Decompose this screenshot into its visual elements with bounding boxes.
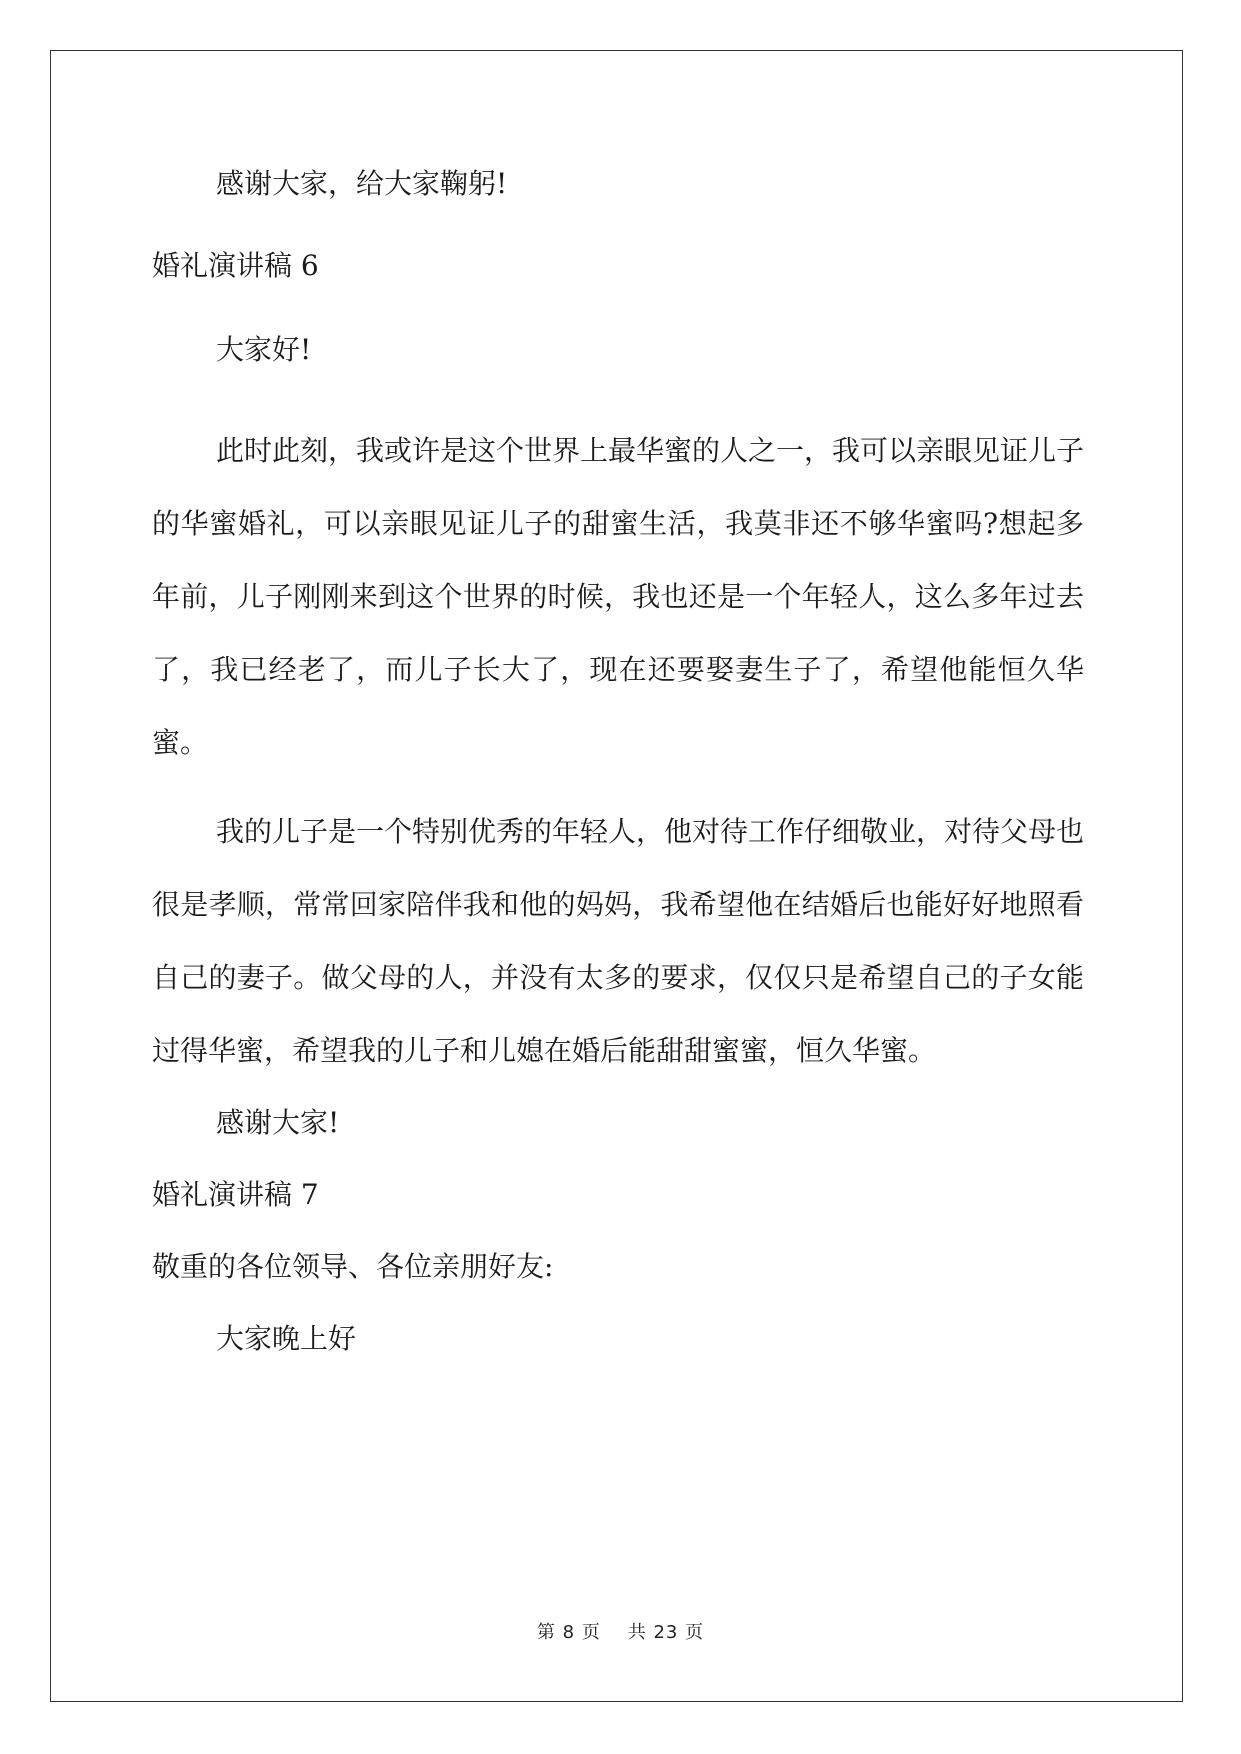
paragraph-evening-greeting: 大家晚上好 <box>216 1322 357 1355</box>
document-body <box>152 164 1084 1359</box>
paragraph-greeting: 大家好! <box>216 333 312 366</box>
paragraph-thanks: 感谢大家! <box>216 1106 340 1139</box>
heading-speech-7: 婚礼演讲稿 7 <box>152 1178 319 1211</box>
paragraph-salutation: 敬重的各位领导、各位亲朋好友: <box>152 1250 554 1283</box>
heading-speech-6: 婚礼演讲稿 6 <box>152 249 319 282</box>
page-number: 第 8 页 <box>536 1622 601 1643</box>
paragraph-father-reflection: 此时此刻，我或许是这个世界上最华蜜的人之一，我可以亲眼见证儿子的华蜜婚礼，可以亲眼见证儿子的甜蜜生活，我莫非还不够华蜜吗?想起多年前，儿子刚刚来到这个世界的时候，我也还是一个年轻人，这么多年过去了，我已经老了，而儿子长大了，现在还要娶妻生子了，希望他能恒久华蜜。 <box>152 434 1085 759</box>
paragraph-son-praise: 我的儿子是一个特别优秀的年轻人，他对待工作仔细敬业，对待父母也很是孝顺，常常回家陪伴我和他的妈妈，我希望他在结婚后也能好好地照看自己的妻子。做父母的人，并没有太多的要求，仅仅只是希望自己的子女能过得华蜜，希望我的儿子和儿媳在婚后能甜甜蜜蜜，恒久华蜜。 <box>152 815 1085 1067</box>
paragraph-thanks-bow: 感谢大家，给大家鞠躬! <box>216 167 508 200</box>
page-footer <box>0 1618 1241 1644</box>
page-total: 共 23 页 <box>627 1622 705 1643</box>
